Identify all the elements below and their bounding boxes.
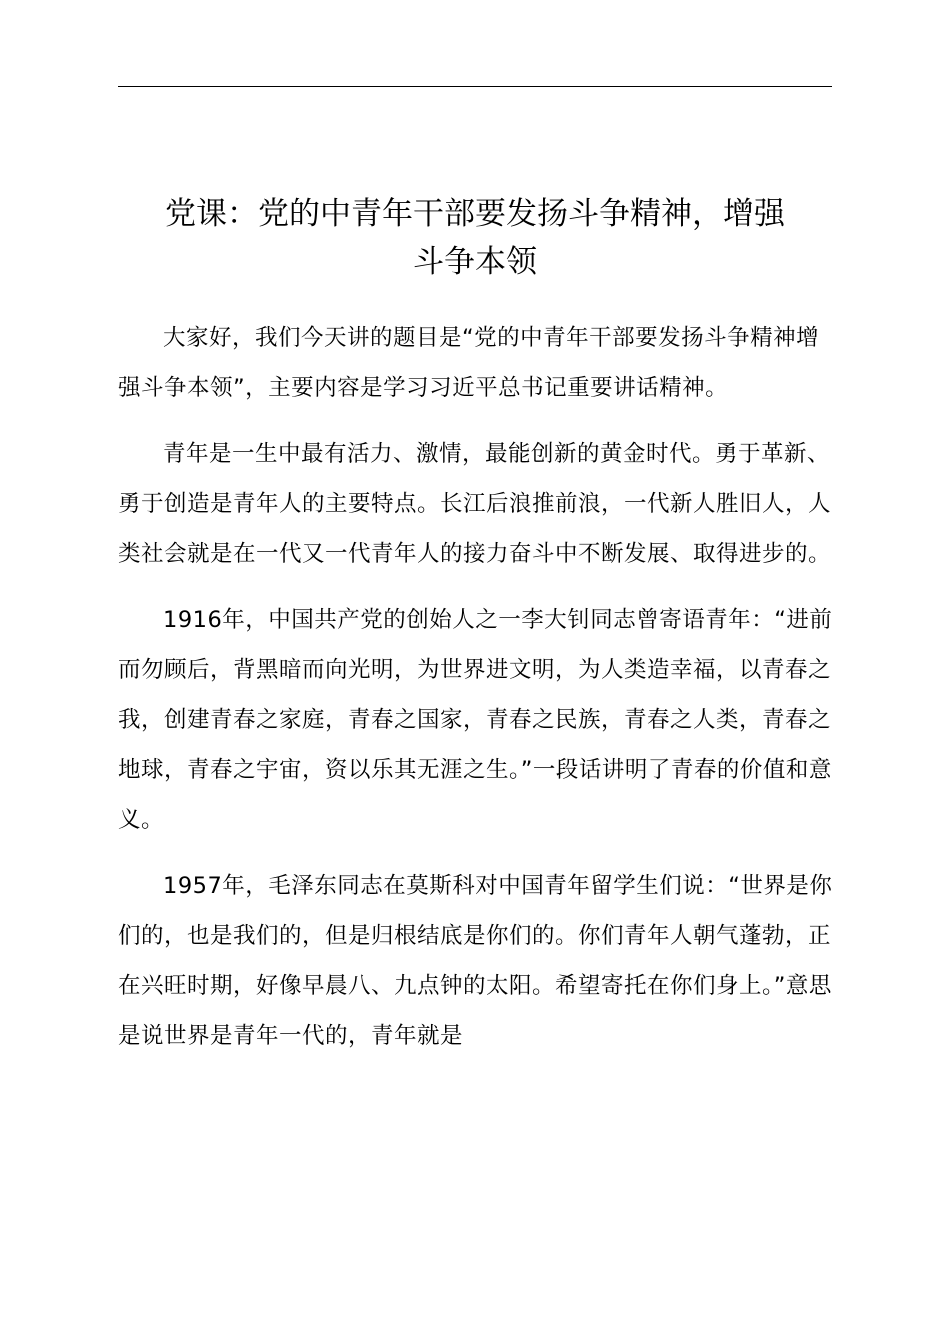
- paragraph-1: 大家好，我们今天讲的题目是“党的中青年干部要发扬斗争精神增强斗争本领”，主要内容是学习习近平总书记重要讲话精神。: [118, 325, 820, 401]
- paragraph-4: 1957年，毛泽东同志在莫斯科对中国青年留学生们说：“世界是你们的，也是我们的，但是归根结底是你们的。你们青年人朝气蓬勃，正在兴旺时期，好像早晨八、九点钟的太阳。希望寄托在你们身上。”意思是说世界是青年一代的，青年就是: [118, 873, 833, 1049]
- paragraph-3: 1916年，中国共产党的创始人之一李大钊同志曾寄语青年：“进前而勿顾后，背黑暗而向光明，为世界进文明，为人类造幸福，以青春之我，创建青春之家庭，青春之国家，青春之民族，青春之人类，青春之地球，青春之宇宙，资以乐其无涯之生。”一段话讲明了青春的价值和意义。: [118, 607, 833, 833]
- document-body: [118, 313, 834, 1077]
- title-line-1: 党课：党的中青年干部要发扬斗争精神，增强: [165, 196, 785, 232]
- title-line-2: 斗争本领: [413, 244, 537, 280]
- paragraph-2: 青年是一生中最有活力、激情，最能创新的黄金时代。勇于革新、勇于创造是青年人的主要特点。长江后浪推前浪，一代新人胜旧人，人类社会就是在一代又一代青年人的接力奋斗中不断发展、取得进步的。: [118, 441, 832, 567]
- header-rule: [118, 86, 832, 87]
- document-title: [100, 190, 850, 286]
